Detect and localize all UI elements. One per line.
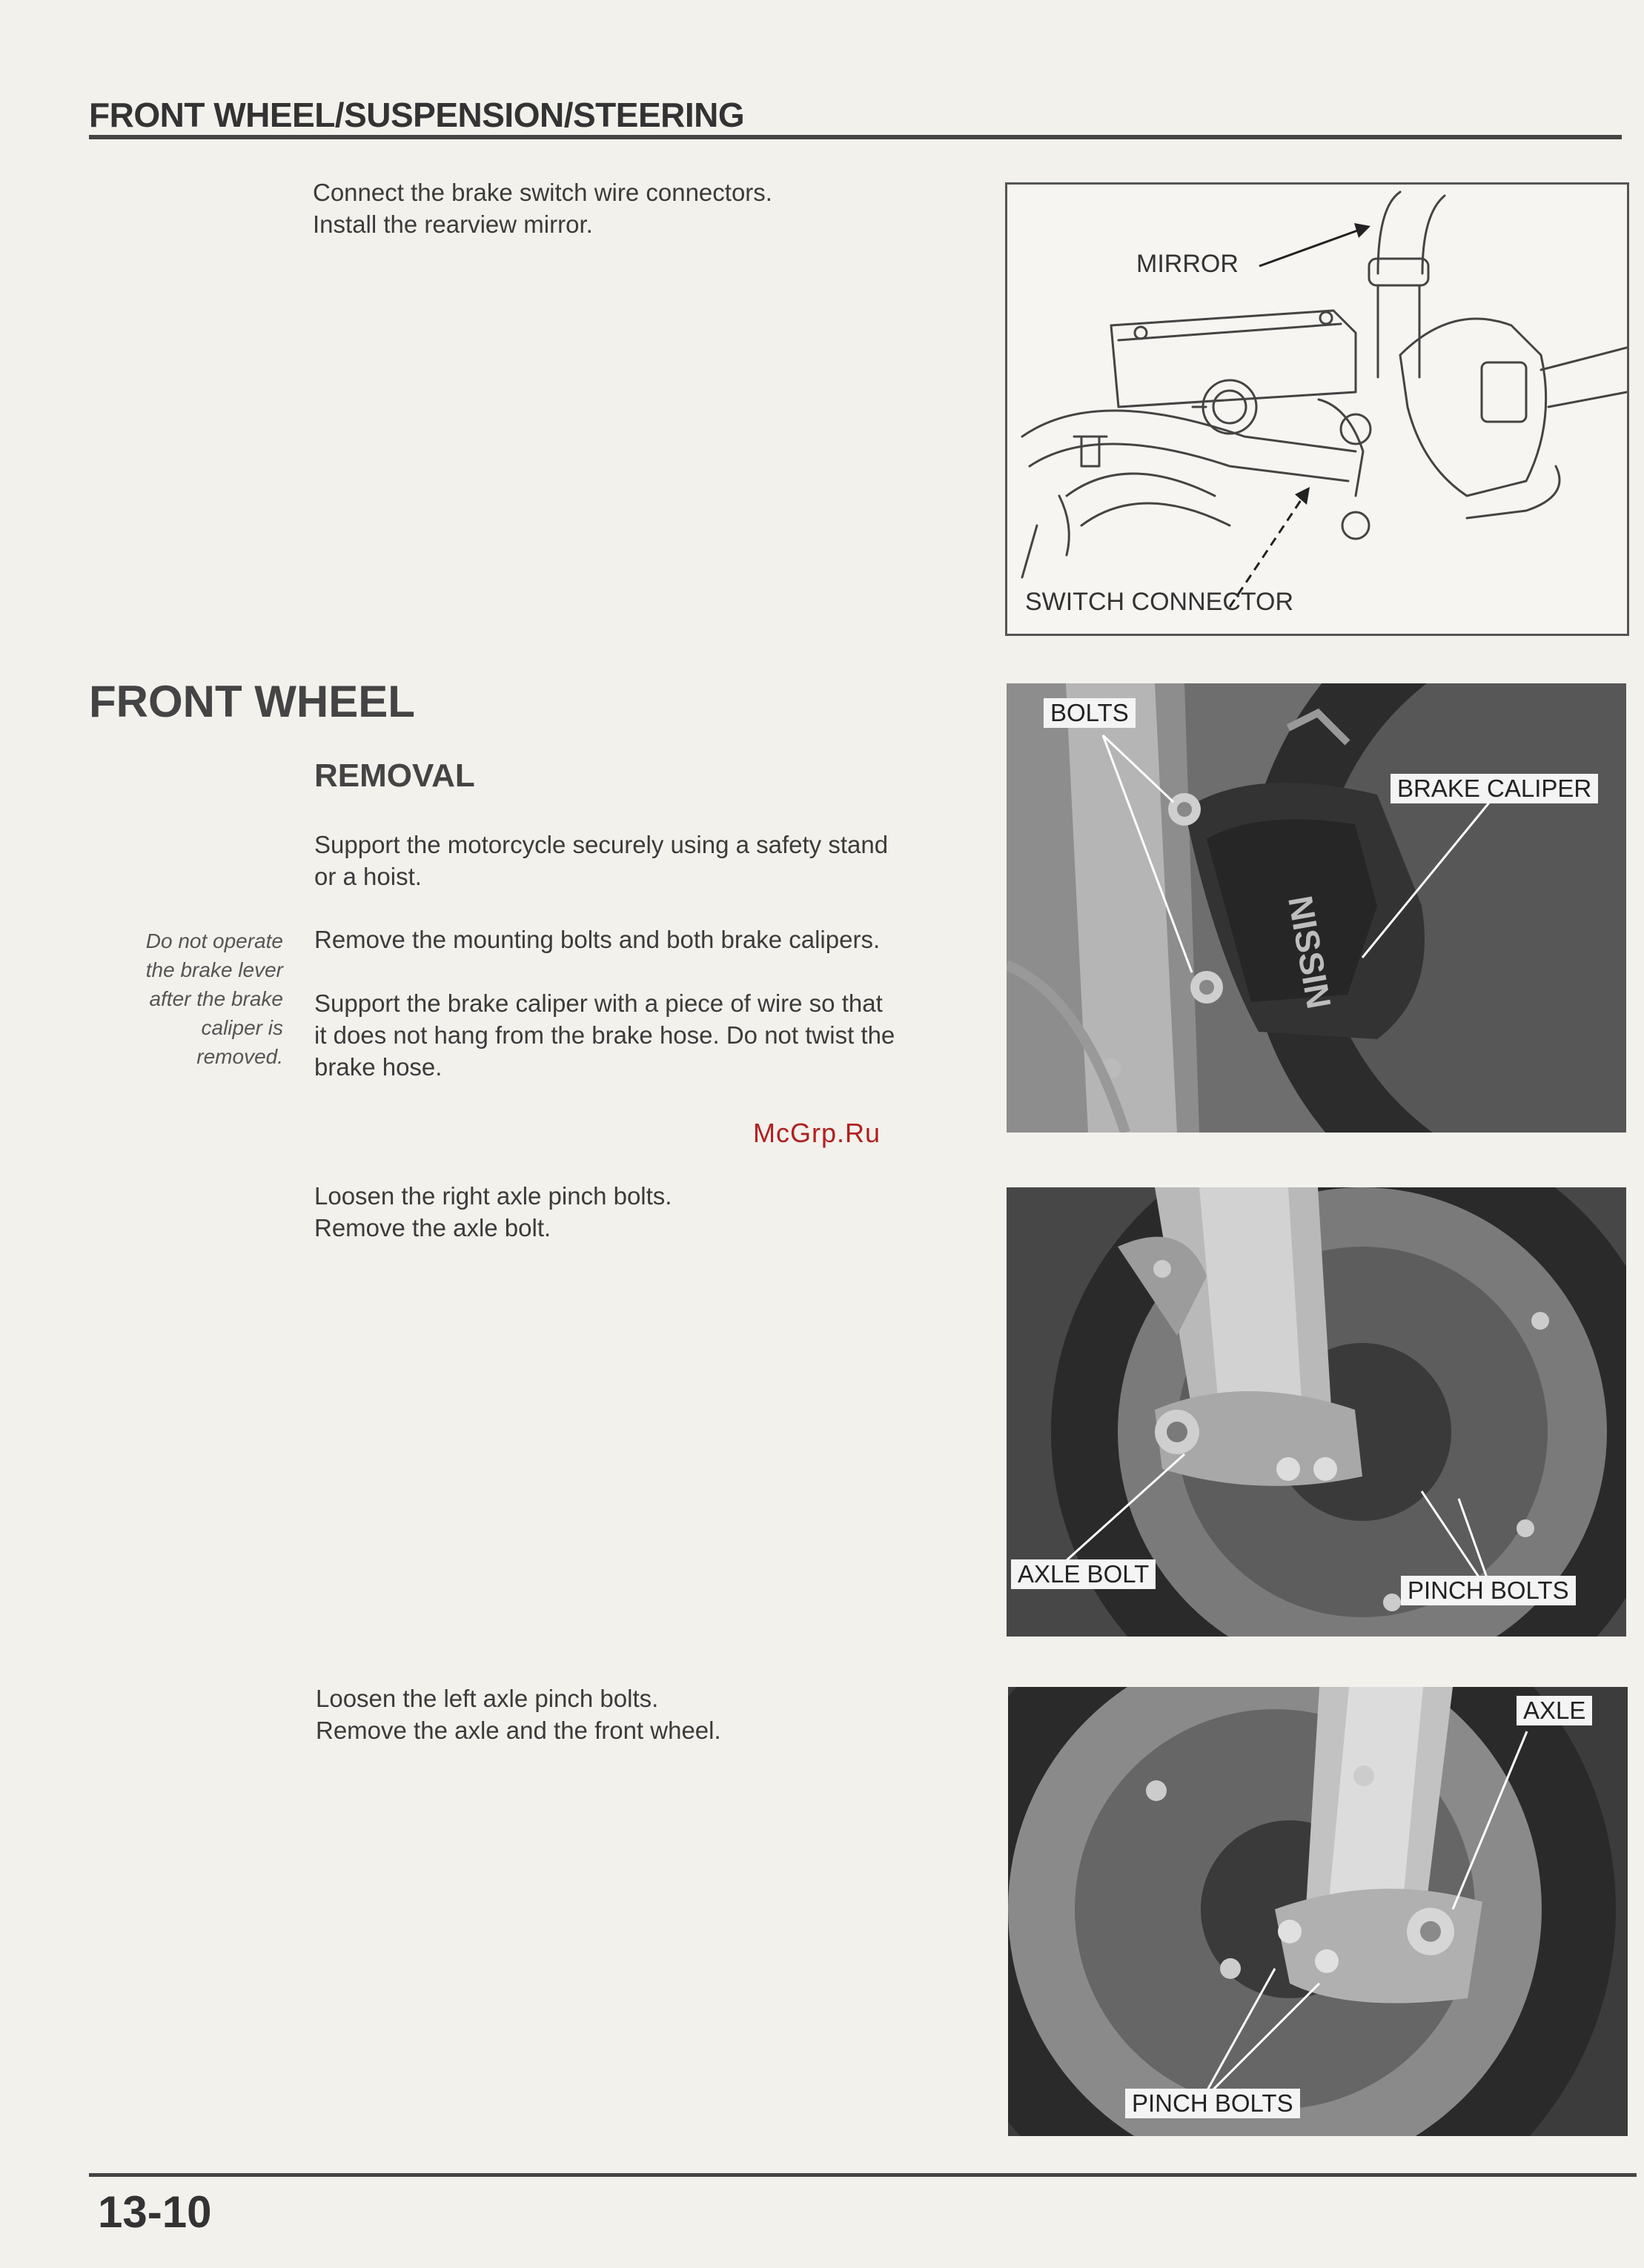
note-line: after the brake: [149, 987, 283, 1010]
switch-connector-label: SWITCH CONNECTOR: [1025, 588, 1294, 616]
mirror-label: MIRROR: [1136, 250, 1239, 278]
bolts-label: BOLTS: [1044, 698, 1136, 728]
paragraph-right-axle: [314, 1180, 672, 1244]
text-line: it does not hang from the brake hose. Do not twist the: [314, 1021, 895, 1049]
note-line: the brake lever: [145, 958, 283, 981]
intro-line: Connect the brake switch wire connectors.: [313, 179, 772, 206]
axle-photo: [1008, 1687, 1628, 2136]
paragraph-support: [314, 829, 888, 892]
text-line: or a hoist.: [314, 863, 422, 890]
paragraph-support-caliper: [314, 987, 895, 1083]
watermark: McGrp.Ru: [753, 1118, 881, 1148]
axle-bolt-label: AXLE BOLT: [1011, 1559, 1156, 1589]
section-header: FRONT WHEEL/SUSPENSION/STEERING: [89, 96, 745, 134]
header-rule: [89, 135, 1622, 139]
text-line: Support the motorcycle securely using a safety stand: [314, 831, 889, 858]
note-line: Do not operate: [145, 929, 283, 952]
subsection-title: REMOVAL: [314, 757, 475, 794]
note-line: removed.: [196, 1045, 283, 1068]
brake-caliper-label: BRAKE CALIPER: [1391, 774, 1598, 803]
section-title: FRONT WHEEL: [89, 677, 415, 726]
footer-rule: [89, 2173, 1637, 2177]
page-number: 13-10: [98, 2187, 212, 2237]
caution-note: [111, 926, 283, 1071]
paragraph-remove-bolts: [314, 924, 880, 955]
caliper-brand-text: NISSIN: [1281, 892, 1339, 1012]
figure-brake-caliper: [1007, 683, 1626, 1133]
handlebar-drawing: [1007, 185, 1627, 634]
text-line: Remove the mounting bolts and both brake calipers.: [314, 926, 881, 953]
text-line: brake hose.: [314, 1053, 443, 1081]
note-line: caliper is: [201, 1016, 283, 1039]
figure-mirror-switch: [1005, 182, 1629, 636]
intro-text: [313, 176, 772, 240]
text-line: Remove the axle and the front wheel.: [316, 1717, 721, 1744]
text-line: Loosen the left axle pinch bolts.: [316, 1685, 659, 1712]
figure-axle: [1008, 1687, 1628, 2136]
text-line: Support the brake caliper with a piece of wire so that: [314, 989, 883, 1017]
pinch-bolts-label: PINCH BOLTS: [1401, 1576, 1576, 1605]
brake-caliper-photo: [1007, 683, 1626, 1133]
intro-line: Install the rearview mirror.: [313, 210, 593, 238]
figure-axle-bolt: [1007, 1187, 1626, 1637]
text-line: Remove the axle bolt.: [314, 1214, 551, 1241]
axle-label: AXLE: [1517, 1696, 1592, 1725]
pinch-bolts-label: PINCH BOLTS: [1125, 2089, 1300, 2118]
paragraph-left-axle: [316, 1682, 721, 1746]
text-line: Loosen the right axle pinch bolts.: [314, 1182, 672, 1210]
